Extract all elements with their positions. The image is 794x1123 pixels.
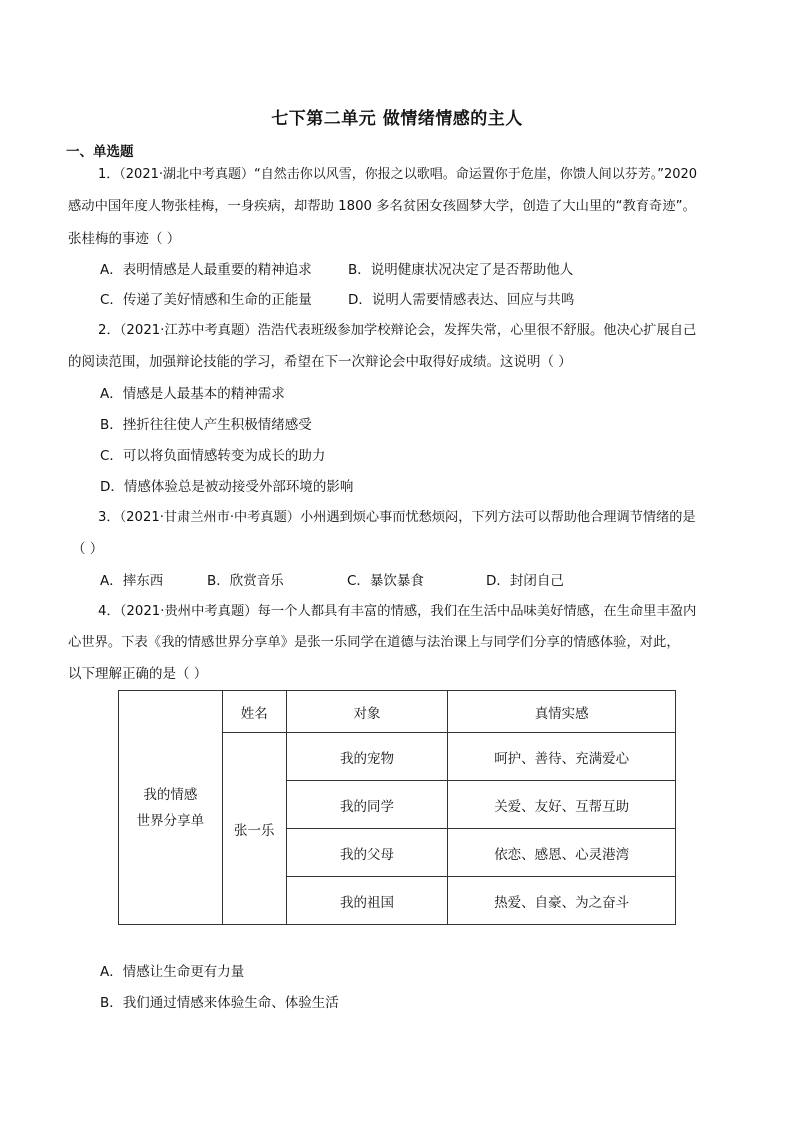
q1-stem-line2: 感动中国年度人物张桂梅，一身疾病，却帮助 1800 多名贫困女孩圆梦大学，创造了大山里的“教育奇迹”。 bbox=[68, 199, 696, 214]
q2-option-d: D．情感体验总是被动接受外部环境的影响 bbox=[100, 479, 354, 495]
q4-option-b: B．我们通过情感来体验生命、体验生活 bbox=[100, 995, 339, 1011]
q4-stem-line1: 4．（2021·贵州中考真题）每一个人都具有丰富的情感，我们在生活中品味美好情感，在生命里丰盈内 bbox=[98, 604, 697, 619]
table-feeling-cell: 关爱、友好、互帮互助 bbox=[448, 781, 676, 829]
q4-option-a: A．情感让生命更有力量 bbox=[100, 964, 245, 980]
table-header-feeling: 真情实感 bbox=[448, 691, 676, 733]
emotion-sharing-table bbox=[118, 690, 676, 925]
q3-stem-line1: 3．（2021·甘肃兰州市·中考真题）小州遇到烦心事而忧愁烦闷，下列方法可以帮助他合理调节情绪的是 bbox=[98, 510, 696, 525]
table-sheet-label-line2: 世界分享单 bbox=[136, 812, 205, 829]
table-name-cell: 张一乐 bbox=[222, 733, 286, 925]
q3-option-c: C．暴饮暴食 bbox=[347, 573, 424, 589]
q4-stem-line3: 以下理解正确的是（ ） bbox=[68, 666, 208, 682]
section-heading: 一、单选题 bbox=[66, 144, 134, 160]
table-feeling-cell: 热爱、自豪、为之奋斗 bbox=[448, 877, 676, 925]
q4-stem-line2: 心世界。下表《我的情感世界分享单》是张一乐同学在道德与法治课上与同学们分享的情感体验，对此， bbox=[68, 635, 680, 650]
table-object-cell: 我的父母 bbox=[286, 829, 448, 877]
q2-stem-line1: 2．（2021·江苏中考真题）浩浩代表班级参加学校辩论会，发挥失常，心里很不舒服。他决心扩展自己 bbox=[98, 323, 697, 338]
table-feeling-cell: 呵护、善待、充满爱心 bbox=[448, 733, 676, 781]
q2-stem-line2: 的阅读范围，加强辩论技能的学习，希望在下一次辩论会中取得好成绩。这说明（ ） bbox=[68, 354, 572, 370]
q3-option-b: B．欣赏音乐 bbox=[207, 573, 284, 589]
q1-stem-line1: 1．（2021·湖北中考真题）“自然击你以风雪，你报之以歌唱。命运置你于危崖，你馈人间以芬芳。”2020 bbox=[98, 167, 698, 182]
table-sheet-label-line1: 我的情感 bbox=[143, 786, 198, 803]
q3-stem-line2: （ ） bbox=[72, 541, 104, 557]
table-feeling-cell: 依恋、感恩、心灵港湾 bbox=[448, 829, 676, 877]
table-header-object: 对象 bbox=[286, 691, 448, 733]
q1-option-a: A．表明情感是人最重要的精神追求 bbox=[100, 262, 312, 278]
table-header-name: 姓名 bbox=[222, 691, 286, 733]
q3-option-d: D．封闭自己 bbox=[486, 573, 564, 589]
q3-option-a: A．摔东西 bbox=[100, 573, 164, 589]
table-header-row bbox=[119, 691, 676, 733]
q2-option-b: B．挫折往往使人产生积极情绪感受 bbox=[100, 417, 312, 433]
q1-option-b: B．说明健康状况决定了是否帮助他人 bbox=[348, 262, 574, 278]
table-object-cell: 我的祖国 bbox=[286, 877, 448, 925]
table-sheet-label-cell bbox=[119, 691, 223, 925]
table-object-cell: 我的宠物 bbox=[286, 733, 448, 781]
table-object-cell: 我的同学 bbox=[286, 781, 448, 829]
q1-stem-line3: 张桂梅的事迹（ ） bbox=[68, 231, 181, 247]
q2-option-c: C．可以将负面情感转变为成长的助力 bbox=[100, 448, 326, 464]
page-title: 七下第二单元 做情绪情感的主人 bbox=[271, 109, 523, 129]
q1-option-d: D．说明人需要情感表达、回应与共鸣 bbox=[348, 292, 575, 308]
q2-option-a: A．情感是人最基本的精神需求 bbox=[100, 386, 285, 402]
q1-option-c: C．传递了美好情感和生命的正能量 bbox=[100, 292, 312, 308]
